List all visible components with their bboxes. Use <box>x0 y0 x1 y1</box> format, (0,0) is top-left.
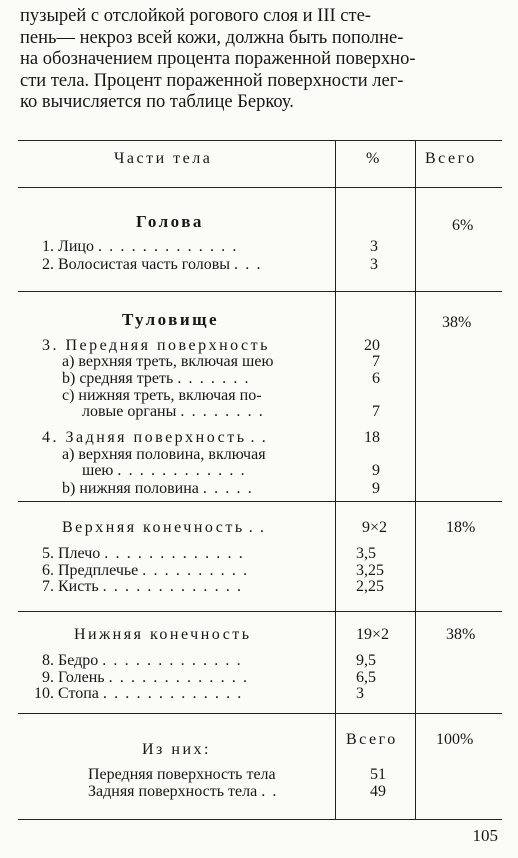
intro-line: пузырей с отслойкой рогового слоя и III сте- <box>20 6 371 26</box>
row-value: 7 <box>372 353 380 370</box>
row-label: a) верхняя треть, включая шею <box>62 353 274 370</box>
row-value: 51 <box>370 766 386 783</box>
row-label: b) средняя треть . . . . . . . <box>62 370 251 387</box>
berkow-table <box>18 140 502 820</box>
column-divider <box>415 141 416 819</box>
section-divider <box>18 291 502 292</box>
section-title-head: Голова <box>136 212 204 231</box>
header-parts: Части тела <box>114 150 213 167</box>
intro-line: на обозначением процента пораженной поверхно- <box>20 49 416 69</box>
row-label: 2. Волосистая часть головы . . . <box>42 256 263 273</box>
section-divider <box>18 713 502 714</box>
row-label: 6. Предплечье . . . . . . . . . . <box>42 562 249 579</box>
row-label: Передняя поверхность тела <box>88 766 276 783</box>
row-value: 6,5 <box>356 669 376 686</box>
row-value: 7 <box>372 403 380 420</box>
summary-subheader: Всего <box>346 731 398 748</box>
row-label: 3. Передняя поверхность <box>42 337 270 354</box>
row-value: 9,5 <box>356 652 376 669</box>
section-divider <box>18 501 502 502</box>
header-percent: % <box>366 150 380 167</box>
intro-line: ко вычисляется по таблице Беркоу. <box>20 92 294 112</box>
section-total-lower-limb: 38% <box>446 626 476 643</box>
row-label: шею . . . . . . . . . . . . <box>82 462 247 479</box>
row-value: 3 <box>356 685 364 702</box>
row-value: 18 <box>364 429 380 446</box>
row-label: 4. Задняя поверхность . . <box>42 429 268 446</box>
row-value: 2,25 <box>356 578 384 595</box>
row-label: 1. Лицо . . . . . . . . . . . . . <box>42 238 238 255</box>
row-label: ловые органы . . . . . . . . <box>82 403 265 420</box>
row-value: 20 <box>364 337 380 354</box>
row-label: 9. Голень . . . . . . . . . . . . . <box>42 669 249 686</box>
row-value: 9 <box>372 480 380 497</box>
row-value: 6 <box>372 370 380 387</box>
summary-total: 100% <box>436 731 474 748</box>
section-value-upper-limb: 9×2 <box>362 519 388 536</box>
intro-paragraph <box>20 6 498 114</box>
section-total-upper-limb: 18% <box>446 519 476 536</box>
header-total: Всего <box>425 150 477 167</box>
header-divider <box>18 187 502 188</box>
row-label: Задняя поверхность тела . . <box>88 783 279 800</box>
row-label: c) нижняя треть, включая по- <box>62 387 262 404</box>
row-value: 9 <box>372 462 380 479</box>
intro-line: пень— некроз всей кожи, должна быть пополне- <box>20 27 404 48</box>
section-title-upper-limb: Верхняя конечность . . <box>62 519 266 536</box>
row-label: a) верхняя половина, включая <box>62 446 266 463</box>
section-value-lower-limb: 19×2 <box>356 626 390 643</box>
section-title-trunk: Туловище <box>122 310 220 329</box>
row-label: b) нижняя половина . . . . . <box>62 480 254 497</box>
row-value: 3,5 <box>356 545 376 562</box>
row-label: 5. Плечо . . . . . . . . . . . . . <box>42 545 245 562</box>
section-total-trunk: 38% <box>442 314 472 331</box>
section-total-head: 6% <box>452 217 474 234</box>
section-divider <box>18 611 502 612</box>
column-divider <box>335 141 336 819</box>
intro-line: сти тела. Процент пораженной поверхности лег- <box>20 70 404 91</box>
row-value: 3,25 <box>356 562 384 579</box>
row-label: 10. Стопа . . . . . . . . . . . . . <box>34 685 243 702</box>
section-title-lower-limb: Нижняя конечность <box>74 626 252 643</box>
page-number: 105 <box>472 826 498 845</box>
row-value: 49 <box>370 783 386 800</box>
summary-title: Из них: <box>142 741 211 758</box>
row-value: 3 <box>370 256 378 273</box>
row-label: 8. Бедро . . . . . . . . . . . . . <box>42 652 243 669</box>
row-value: 3 <box>370 238 378 255</box>
row-label: 7. Кисть . . . . . . . . . . . . . <box>42 578 243 595</box>
